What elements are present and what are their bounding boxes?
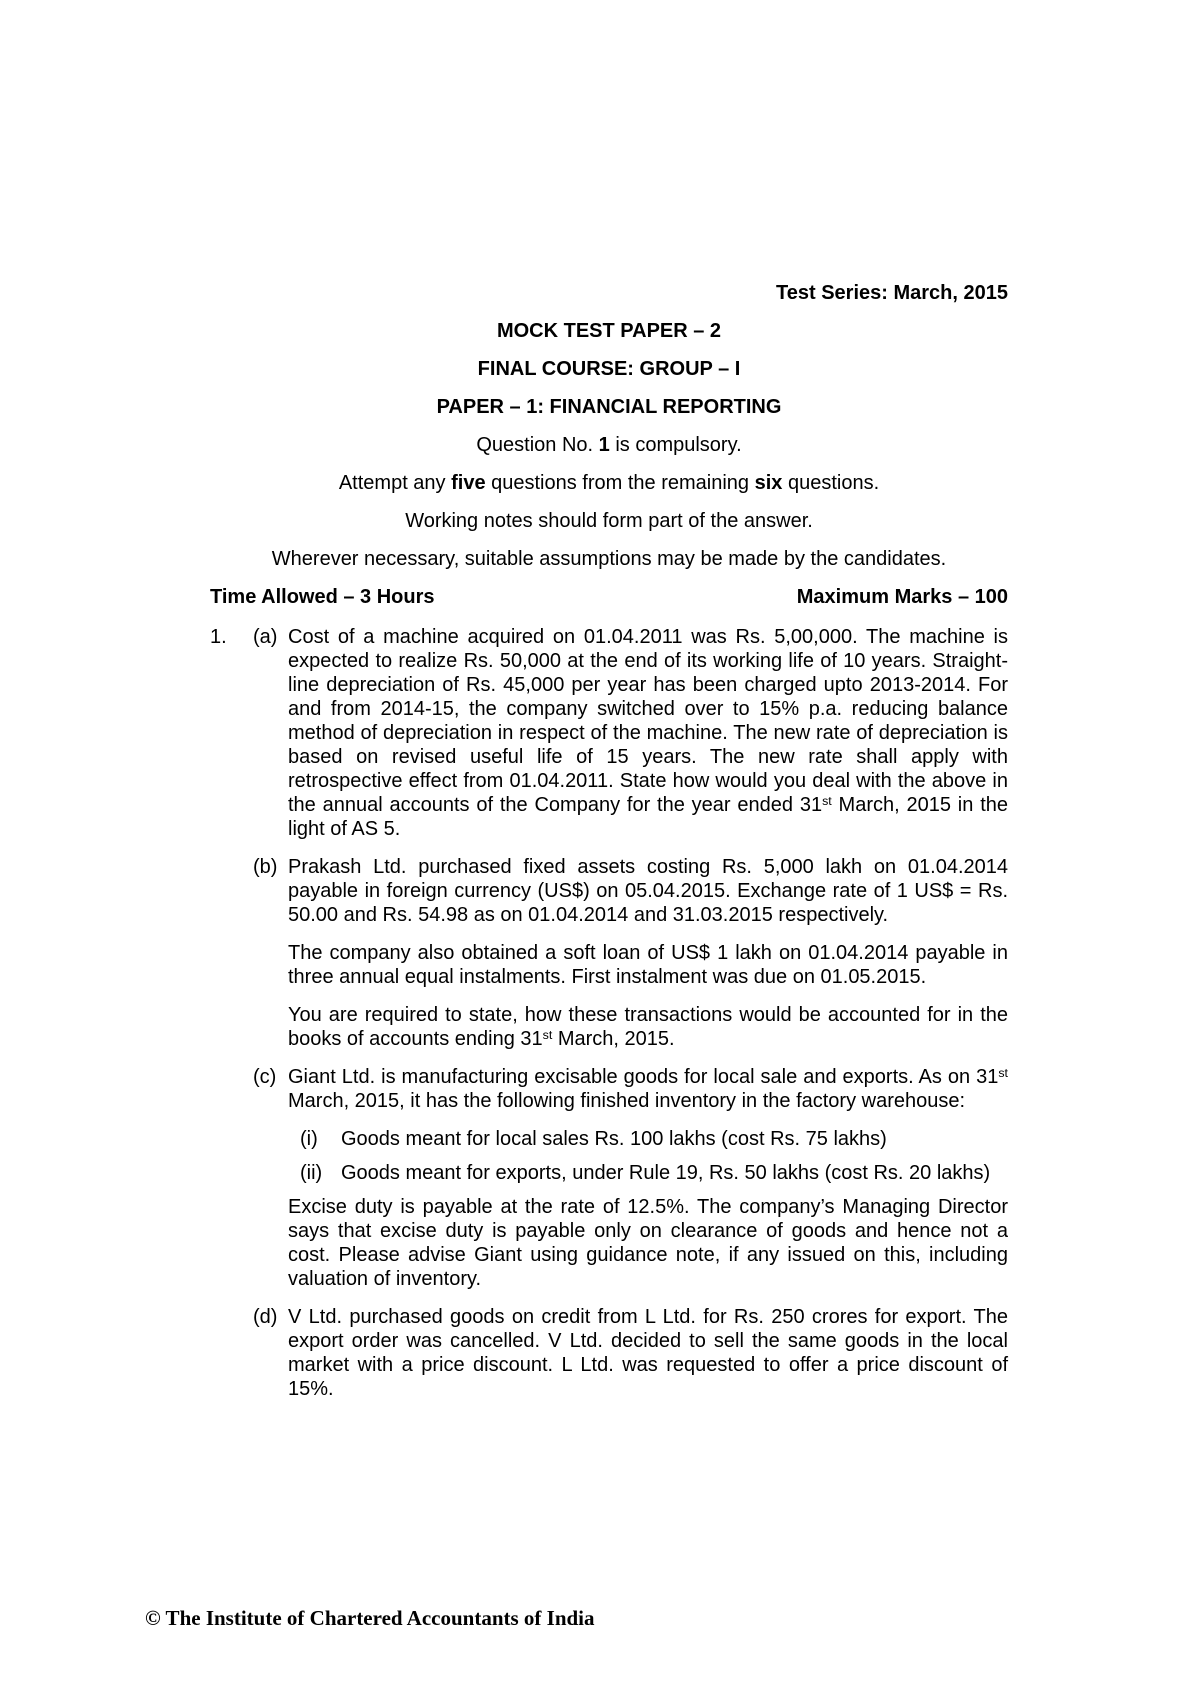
text-segment: Working notes should form part of the answer.	[405, 510, 813, 532]
text-segment: Goods meant for local sales Rs. 100 lakhs (cost Rs. 75 lakhs)	[341, 1128, 887, 1150]
part-label: (d)	[253, 1306, 278, 1328]
paragraph	[288, 1305, 1008, 1401]
text-segment: Goods meant for exports, under Rule 19, Rs. 50 lakhs (cost Rs. 20 lakhs)	[341, 1162, 991, 1184]
question-part-a	[210, 625, 1008, 855]
maximum-marks-label: Maximum Marks – 100	[796, 586, 1008, 608]
paragraph	[288, 1195, 1008, 1291]
text-segment: March, 2015 in the light of AS 5.	[288, 794, 1008, 840]
paragraph	[288, 1003, 1008, 1051]
course-title: FINAL COURSE: GROUP – I	[477, 358, 741, 380]
text-segment: V Ltd. purchased goods on credit from L Ltd. for Rs. 250 crores for export. The export order was cancelled. V Ltd. decided to sell the same goods in the local market with a price discount. L Ltd. was requested to offer a price discount of 15%.	[288, 1306, 1008, 1400]
text-segment: Giant Ltd. is manufacturing excisable goods for local sale and exports. As on 31	[288, 1066, 999, 1088]
text-segment: six	[754, 472, 783, 494]
text-segment: Excise duty is payable at the rate of 12.5%. The company’s Managing Director says that excise duty is payable only on clearance of goods and hence not a cost. Please advise Giant using guidance note, if any issued on this, including valuation of inventory.	[288, 1196, 1008, 1290]
text-segment: Question No.	[476, 434, 599, 456]
text-segment: Cost of a machine acquired on 01.04.2011 was Rs. 5,00,000. The machine is expected to realize Rs. 50,000 at the end of its working life of 10 years. Straight-line depreciation of Rs. 45,000 per year has been charged upto 2013-2014. For and from 2014-15, the company switched over to 15% p.a. reducing balance method of depreciation in respect of the machine. The new rate of depreciation is based on revised useful life of 15 years. The new rate shall apply with retrospective effect from 01.04.2011. State how would you deal with the above in the annual accounts of the Company for the year ended 31	[288, 626, 1008, 816]
paragraph	[288, 855, 1008, 927]
superscript-text: st	[998, 1066, 1008, 1081]
text-segment: five	[451, 472, 486, 494]
text-segment: Attempt any	[338, 472, 452, 494]
copyright-footer: © The Institute of Chartered Accountants of India	[145, 1606, 595, 1630]
instruction-line-4	[210, 547, 1008, 571]
instruction-line-1	[210, 433, 1008, 457]
text-segment: Prakash Ltd. purchased fixed assets costing Rs. 5,000 lakh on 01.04.2014 payable in foreign currency (US$) on 05.04.2015. Exchange rate of 1 US$ = Rs. 50.00 and Rs. 54.98 as on 01.04.2014 and 31.03.2015 respectively.	[288, 856, 1008, 926]
question-1	[210, 625, 1008, 1415]
text-segment: March, 2015, it has the following finished inventory in the factory warehouse:	[288, 1090, 966, 1112]
part-body	[288, 1305, 1008, 1415]
time-marks-row	[210, 585, 1008, 609]
text-segment: is compulsory.	[609, 434, 742, 456]
sub-item-ii	[300, 1161, 1008, 1185]
sub-item-i	[300, 1127, 1008, 1151]
part-label: (c)	[253, 1066, 277, 1088]
instructions-block	[210, 433, 1008, 571]
paragraph	[288, 941, 1008, 989]
text-segment: 1	[598, 434, 610, 456]
time-allowed-label: Time Allowed – 3 Hours	[210, 586, 435, 608]
test-series-header: Test Series: March, 2015	[776, 282, 1008, 304]
part-body	[288, 855, 1008, 1065]
question-part-d	[210, 1305, 1008, 1415]
paragraph	[288, 625, 1008, 841]
text-segment: The company also obtained a soft loan of US$ 1 lakh on 01.04.2014 payable in three annual equal instalments. First instalment was due on 01.05.2015.	[288, 942, 1008, 988]
text-segment: questions.	[782, 472, 880, 494]
text-segment: March, 2015.	[552, 1028, 675, 1050]
instruction-line-2	[210, 471, 1008, 495]
text-segment: You are required to state, how these transactions would be accounted for in the books of accounts ending 31	[288, 1004, 1008, 1050]
mock-test-title: MOCK TEST PAPER – 2	[496, 320, 722, 342]
part-body	[288, 625, 1008, 855]
question-part-c	[210, 1065, 1008, 1305]
question-number: 1.	[210, 626, 227, 648]
part-label: (b)	[253, 856, 278, 878]
text-segment: Wherever necessary, suitable assumptions may be made by the candidates.	[271, 548, 947, 570]
sub-item-label: (i)	[300, 1128, 318, 1150]
sub-item-text	[341, 1161, 1008, 1185]
part-body	[288, 1065, 1008, 1305]
instruction-line-3	[210, 509, 1008, 533]
sub-item-label: (ii)	[300, 1162, 323, 1184]
superscript-text: st	[542, 1028, 553, 1043]
superscript-text: st	[822, 794, 832, 809]
sub-item-text	[341, 1127, 1008, 1151]
part-label: (a)	[253, 626, 278, 648]
paper-subject-title: PAPER – 1: FINANCIAL REPORTING	[436, 396, 782, 418]
question-part-b	[210, 855, 1008, 1065]
text-segment: questions from the remaining	[485, 472, 755, 494]
paragraph	[288, 1065, 1008, 1113]
